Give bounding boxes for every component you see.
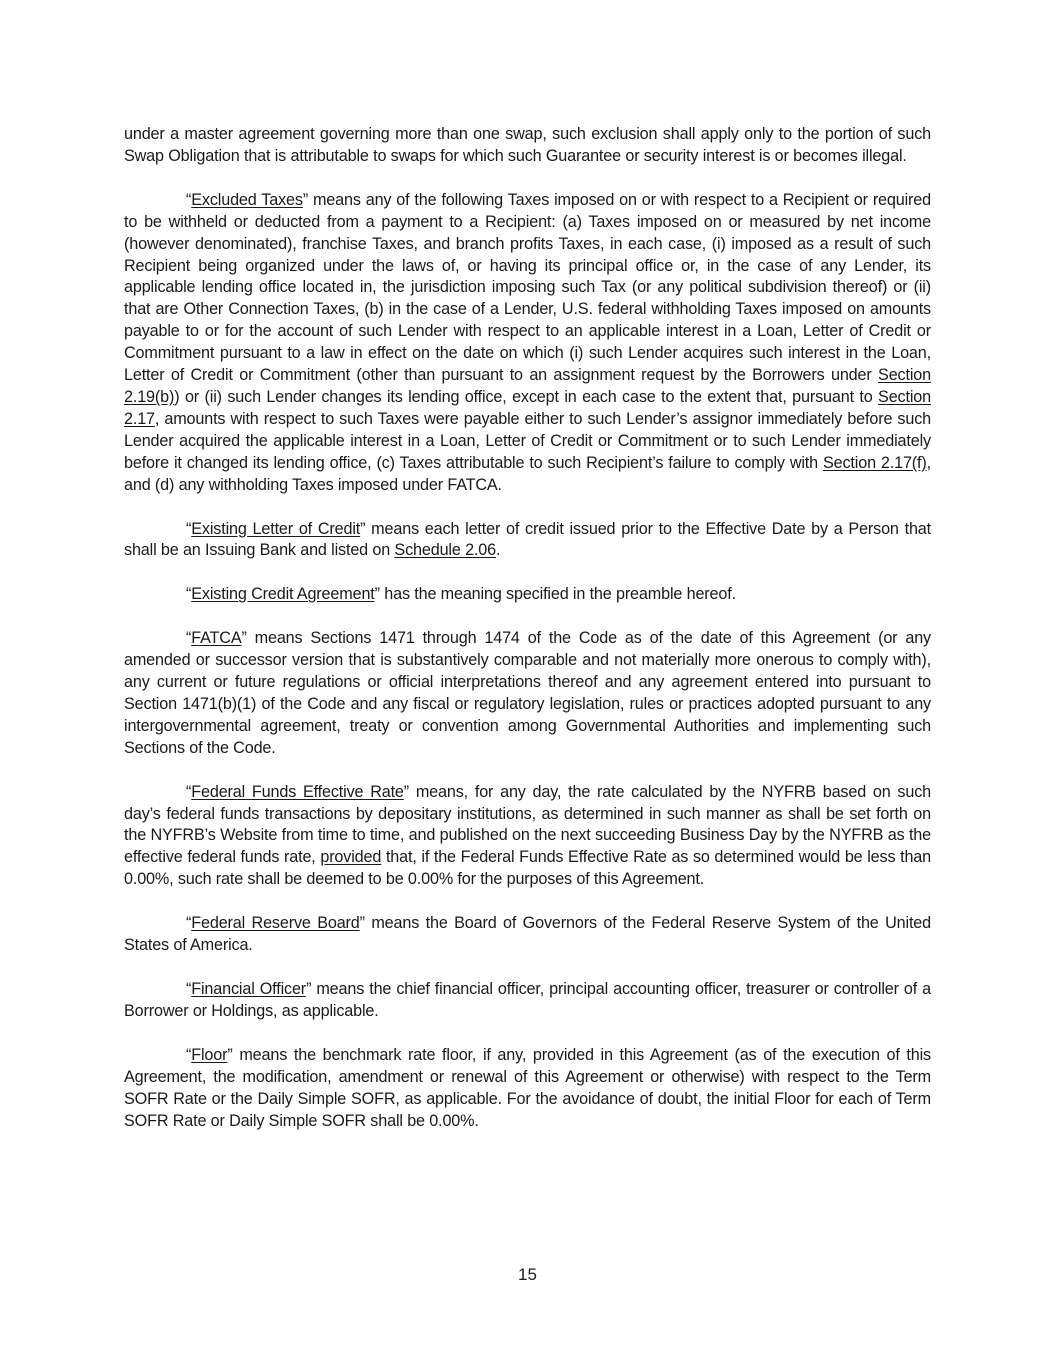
paragraph-text: ” means the benchmark rate floor, if any, provided in this Agreement (as of the execution of this Agreement, the modification, amendment or renewal of this Agreement or otherwise) with respect to the Term SOFR Rate or the Daily Simple SOFR, as applicable. For the avoidance of doubt, the initial Floor for each of Term SOFR Rate or Daily Simple SOFR shall be 0.00%. <box>124 1045 931 1130</box>
definition-paragraph-existing-letter-of-credit <box>124 519 931 563</box>
definition-paragraph-federal-reserve-board <box>124 913 931 957</box>
definition-paragraph-fatca <box>124 628 931 759</box>
paragraph-text: ” means the chief financial officer, principal accounting officer, treasurer or controller of a Borrower or Holdings, as applicable. <box>124 980 931 1020</box>
paragraph-text: ” means any of the following Taxes imposed on or with respect to a Recipient or required to be withheld or deducted from a payment to a Recipient: (a) Taxes imposed on or measured by net income (however denominated), franchise Taxes, and branch profits Taxes, in each case, (i) imposed as a result of such Recipient being organized under the laws of, or having its principal office or, in the case of any Lender, its applicable lending office located in, the jurisdiction imposing such Tax (or any political subdivision thereof) or (ii) that are Other Connection Taxes, (b) in the case of a Lender, U.S. federal withholding Taxes imposed on amounts payable to or for the account of such Lender with respect to an applicable interest in a Loan, Letter of Credit or Commitment pursuant to a law in effect on the date on which (i) such Lender acquires such interest in the Loan, Letter of Credit or Commitment (other than pursuant to an assignment request by the Borrowers under <box>124 190 932 385</box>
paragraph-text: . <box>495 541 501 560</box>
paragraph-text: “ <box>186 1045 192 1064</box>
paragraph-text: “ <box>186 519 192 538</box>
defined-term: Excluded Taxes <box>191 190 303 209</box>
paragraph-text: ” means, for any day, the rate calculated by the NYFRB based on such day’s federal funds transactions by depositary institutions, as determined in such manner as shall be set forth on the NYFRB’s Website from time to time, and published on the next succeeding Business Day by the NYFRB as the effective federal funds rate, <box>124 782 931 867</box>
definition-paragraph-existing-credit-agreement <box>124 584 931 606</box>
document-body <box>124 124 931 1154</box>
paragraph-text: “ <box>186 914 192 933</box>
cross-reference: Section 2.19(b) <box>124 366 931 406</box>
paragraph-text: ” means each letter of credit issued prior to the Effective Date by a Person that shall be an Issuing Bank and listed on <box>124 519 931 560</box>
cross-reference: Section 2.17 <box>124 387 931 428</box>
paragraph-text: ” means Sections 1471 through 1474 of the Code as of the date of this Agreement (or any amended or successor version that is substantively comparable and not materially more onerous to comply with), any current or future regulations or official interpretations thereof and any agreement entered into pursuant to Section 1471(b)(1) of the Code and any fiscal or regulatory legislation, rules or practices adopted pursuant to any intergovernmental agreement, treaty or convention among Governmental Authorities and implementing such Sections of the Code. <box>124 629 931 757</box>
defined-term: FATCA <box>191 629 242 648</box>
paragraph-text: “ <box>186 190 192 209</box>
paragraph-text: , amounts with respect to such Taxes were payable either to such Lender’s assignor immediately before such Lender acquired the applicable interest in a Loan, Letter of Credit or Commitment or to such Lender immediately before it changed its lending office, (c) Taxes attributable to such Recipient’s failure to comply with <box>124 409 931 472</box>
cross-reference: provided <box>320 848 382 867</box>
defined-term: Existing Credit Agreement <box>191 585 375 604</box>
page-number: 15 <box>518 1265 537 1284</box>
defined-term: Floor <box>191 1045 228 1064</box>
paragraph-text: ” means the Board of Governors of the Federal Reserve System of the United States of America. <box>124 914 931 955</box>
defined-term: Federal Reserve Board <box>191 914 360 933</box>
paragraph-text: “ <box>186 980 192 998</box>
paragraph-text: ) or (ii) such Lender changes its lending office, except in each case to the extent that, pursuant to <box>174 387 879 406</box>
defined-term: Financial Officer <box>191 980 307 998</box>
definition-paragraph-excluded-taxes <box>124 190 931 497</box>
defined-term: Federal Funds Effective Rate <box>191 782 404 801</box>
cross-reference: Section 2.17(f) <box>822 453 927 472</box>
definition-paragraph-floor <box>124 1045 931 1133</box>
paragraph-text: “ <box>186 585 192 604</box>
definition-paragraph-continuation <box>124 124 931 168</box>
paragraph-text: , and (d) any withholding Taxes imposed under FATCA. <box>124 453 931 494</box>
definition-paragraph-financial-officer <box>124 979 931 1023</box>
paragraph-text: under a master agreement governing more than one swap, such exclusion shall apply only to the portion of such Swap Obligation that is attributable to swaps for which such Guarantee or security interest is or becomes illegal. <box>124 125 931 165</box>
definition-paragraph-federal-funds-effective-rate <box>124 782 931 892</box>
defined-term: Existing Letter of Credit <box>191 519 361 538</box>
paragraph-text: “ <box>186 782 192 801</box>
paragraph-text: ” has the meaning specified in the preamble hereof. <box>374 585 736 604</box>
paragraph-text: “ <box>186 629 192 648</box>
cross-reference: Schedule 2.06 <box>394 541 496 560</box>
paragraph-text: that, if the Federal Funds Effective Rate as so determined would be less than 0.00%, such rate shall be deemed to be 0.00% for the purposes of this Agreement. <box>124 848 932 889</box>
